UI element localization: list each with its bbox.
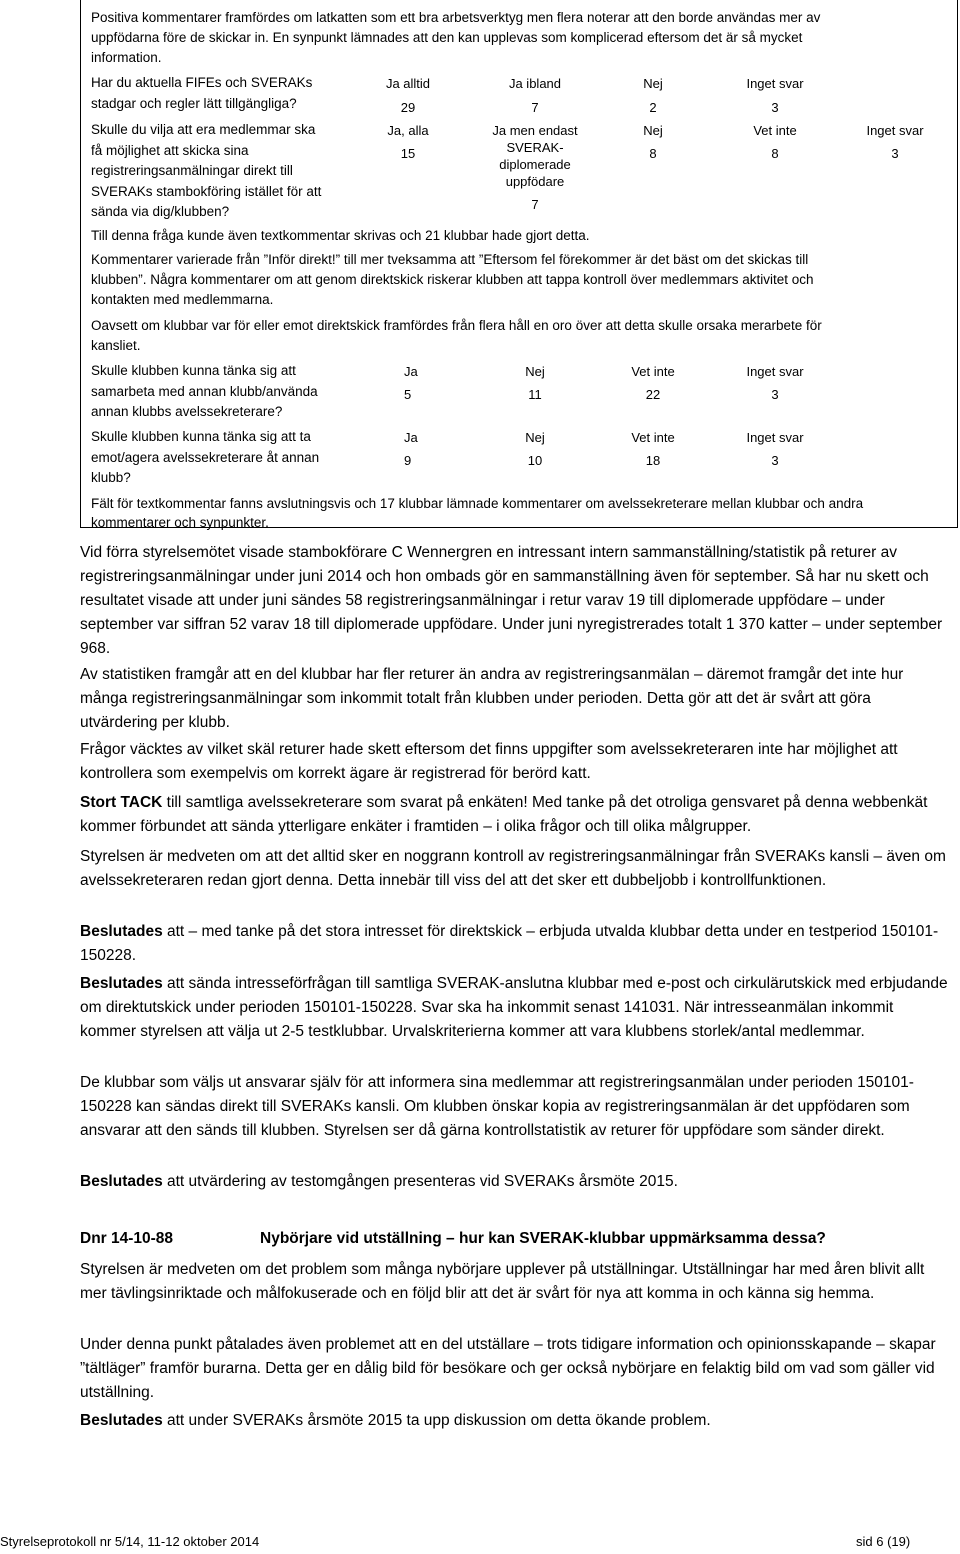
q1-option: Inget svar [746, 76, 804, 91]
q1-count: 3 [771, 100, 779, 115]
q4-option: Ja [404, 430, 418, 445]
q2-option-ja-men: uppfödare [505, 174, 565, 189]
q4-question-line: emot/agera avelssekreterare åt annan [91, 450, 320, 465]
paragraph [80, 1170, 952, 1194]
q1-count: 2 [649, 100, 657, 115]
paragraph: Av statistiken framgår att en del klubbar har fler returer än andra av registreringsanmälan – däremot framgår det inte hur många registreringsanmälningar som inkommit totalt från klubben under perioden. Detta gör att det är svårt att göra utvärdering per klubb. [80, 666, 904, 731]
q2-option-ja-alla: Ja, alla [387, 123, 429, 138]
q3-option: Vet inte [631, 364, 675, 379]
q1-question-line: stadgar och regler lätt tillgängliga? [91, 96, 297, 111]
intro-line: Positiva kommentarer framfördes om latkatten som ett bra arbetsverktyg men flera noterar att den borde användas mer av [91, 10, 821, 25]
intro-line: information. [91, 50, 162, 65]
q2-count-ja-men: 7 [531, 197, 539, 212]
q3-count: 5 [404, 387, 412, 402]
q1-count: 29 [400, 100, 416, 115]
q3-question-line: samarbeta med annan klubb/använda [91, 384, 318, 399]
q2-question-line: Skulle du vilja att era medlemmar ska [91, 122, 316, 137]
q3-option: Inget svar [746, 364, 804, 379]
comment-line: klubben”. Några kommentarer om att genom direktskick riskerar klubben att tappa kontroll över medlemmars aktivitet och [91, 272, 814, 287]
q3-question-line: annan klubbs avelssekreterare? [91, 404, 283, 419]
footer-page-number: sid 6 (19) [856, 1534, 911, 1549]
q4-count: 3 [771, 453, 779, 468]
q2-count-inget-svar: 3 [891, 146, 899, 161]
q4-count: 9 [404, 453, 412, 468]
paragraph: Styrelsen är medveten om det problem som många nybörjare upplever på utställningar. Utställningar har med åren blivit allt mer tävlingsinriktade och målfokuserade och en följd blir att det är svårt för nya att komma in och känna sig hemma. [80, 1261, 925, 1302]
q3-count: 11 [528, 387, 542, 402]
paragraph [80, 1409, 952, 1433]
paragraph [80, 920, 952, 968]
q3-option: Nej [525, 364, 545, 379]
bold-lead: Beslutades [80, 923, 163, 940]
closing-line: Fält för textkommentar fanns avslutningsvis och 17 klubbar lämnade kommentarer om avelssekreterare mellan klubbar och andra [91, 496, 864, 511]
bold-lead: Beslutades [80, 975, 163, 992]
paragraph [80, 972, 952, 1044]
q2-option-nej: Nej [643, 123, 663, 138]
q2-option-vet-inte: Vet inte [753, 123, 797, 138]
paragraph: De klubbar som väljs ut ansvarar själv för att informera sina medlemmar att registreringsanmälan under perioden 150101-150228 kan sändas direkt till SVERAKs kansli. Om klubben önskar kopia av registreringsanmälan är det uppfödaren som ansvarar att den sänds till klubben. Styrelsen ser då gärna kontrollstatistik av returer för uppfödare som sänder direkt. [80, 1074, 914, 1139]
q2-question-line: sända via dig/klubben? [91, 204, 230, 219]
q4-option: Nej [525, 430, 545, 445]
q2-count-nej: 8 [649, 146, 657, 161]
q4-option: Vet inte [631, 430, 675, 445]
paragraph-text: att sända intresseförfrågan till samtliga SVERAK-anslutna klubbar med e-post och cirkulärutskick med erbjudande om direktutskick under perioden 150101-150228. Svar ska ha inkommit senast 141031. När intresseanmälan inkommit kommer styrelsen att välja ut 2-5 testklubbar. Urvalskriterierna kommer att vara klubbens storlek/antal medlemmar. [80, 975, 948, 1040]
bold-lead: Beslutades [80, 1412, 163, 1429]
q4-question-line: Skulle klubben kunna tänka sig att ta [91, 429, 311, 444]
q1-count: 7 [531, 100, 539, 115]
q3-question-line: Skulle klubben kunna tänka sig att [91, 363, 296, 378]
q2-option-ja-men: diplomerade [499, 157, 571, 172]
q2-option-ja-men: Ja men endast [492, 123, 578, 138]
q3-count: 3 [771, 387, 779, 402]
q2-count-ja-alla: 15 [400, 146, 416, 161]
paragraph [80, 791, 952, 839]
q2-option-inget-svar: Inget svar [866, 123, 924, 138]
bold-lead: Beslutades [80, 1173, 163, 1190]
q4-count: 10 [527, 453, 543, 468]
paragraph-text: att under SVERAKs årsmöte 2015 ta upp diskussion om detta ökande problem. [162, 1412, 711, 1429]
q2-question-line: SVERAKs stambokföring istället för att [91, 184, 322, 199]
footer-left: Styrelseprotokoll nr 5/14, 11-12 oktober 2014 [0, 1534, 260, 1549]
q2-count-vet-inte: 8 [771, 146, 779, 161]
comment-line: Kommentarer varierade från ”Inför direkt!” till mer tveksamma att ”Eftersom fel förekommer är det bäst om det skickas till [91, 252, 809, 267]
comment-line: Oavsett om klubbar var för eller emot direktskick framfördes från flera håll en oro över att detta skulle orsaka merarbete för [91, 318, 822, 333]
comment-line: kansliet. [91, 338, 141, 353]
q2-question-line: registreringsanmälningar direkt till [91, 163, 293, 178]
paragraph-text: att – med tanke på det stora intresset för direktskick – erbjuda utvalda klubbar detta under en testperiod 150101-150228. [80, 923, 939, 964]
paragraph: Vid förra styrelsemötet visade stambokförare C Wennergren en intressant intern sammanställning/statistik på returer av registreringsanmälningar under juni 2014 och hon ombads gör en sammanställning även för september. Så har nu skett och resultatet visade att under juni sändes 58 registreringsanmälningar i retur varav 19 till diplomerade uppfödare – under september var siffran 52 varav 18 till diplomerade uppfödare. Under juni nyregistrerades totalt 1 370 katter – under september 968. [80, 544, 943, 657]
section-number: Dnr 14-10-88 [80, 1230, 174, 1247]
paragraph: Frågor väcktes av vilket skäl returer hade skett eftersom det finns uppgifter som avelssekreteraren inte har möjlighet att kontrollera som exempelvis om korrekt ägare är registrerad för berörd katt. [80, 741, 898, 782]
q2-option-ja-men: SVERAK- [506, 140, 564, 155]
paragraph-text: att utvärdering av testomgången presenteras vid SVERAKs årsmöte 2015. [162, 1173, 678, 1190]
paragraph: Styrelsen är medveten om att det alltid sker en noggrann kontroll av registreringsanmälningar från SVERAKs kansli – även om avelssekreteraren redan gjort denna. Detta innebär till viss del att det sker ett dubbeljobb i kontrollfunktionen. [80, 848, 946, 889]
q4-option: Inget svar [746, 430, 804, 445]
closing-line: kommentarer och synpunkter. [91, 515, 269, 530]
q4-question-line: klubb? [91, 470, 131, 485]
q2-question-line: få möjlighet att skicka sina [91, 143, 249, 158]
q4-count: 18 [645, 453, 661, 468]
q3-option: Ja [404, 364, 418, 379]
q1-option: Ja ibland [508, 76, 562, 91]
q1-question-line: Har du aktuella FIFEs och SVERAKs [91, 75, 313, 90]
q2-note: Till denna fråga kunde även textkommentar skrivas och 21 klubbar hade gjort detta. [91, 228, 590, 243]
intro-line: uppfödarna före de skickar in. En synpunkt lämnades att den kan upplevas som komplicerad eftersom det är så mycket [91, 30, 803, 45]
q1-option: Nej [643, 76, 663, 91]
q3-count: 22 [645, 387, 661, 402]
paragraph: Under denna punkt påtalades även problemet att en del utställare – trots tidigare information och opinionsskapande – skapar ”tältläger” framför burarna. Detta ger en dålig bild för besökare och ger också nybörjare en felaktig bild om vad som gäller vid utställning. [80, 1336, 936, 1401]
section-title: Nybörjare vid utställning – hur kan SVERAK-klubbar uppmärksamma dessa? [260, 1230, 826, 1247]
comment-line: kontakten med medlemmarna. [91, 292, 274, 307]
bold-lead: Stort TACK [80, 794, 163, 811]
paragraph-text: till samtliga avelssekreterare som svarat på enkäten! Med tanke på det otroliga gensvaret på denna webbenkät kommer förbundet att sända ytterligare enkäter i framtiden – i olika frågor och till olika målgrupper. [80, 794, 928, 835]
q1-option: Ja alltid [385, 76, 431, 91]
